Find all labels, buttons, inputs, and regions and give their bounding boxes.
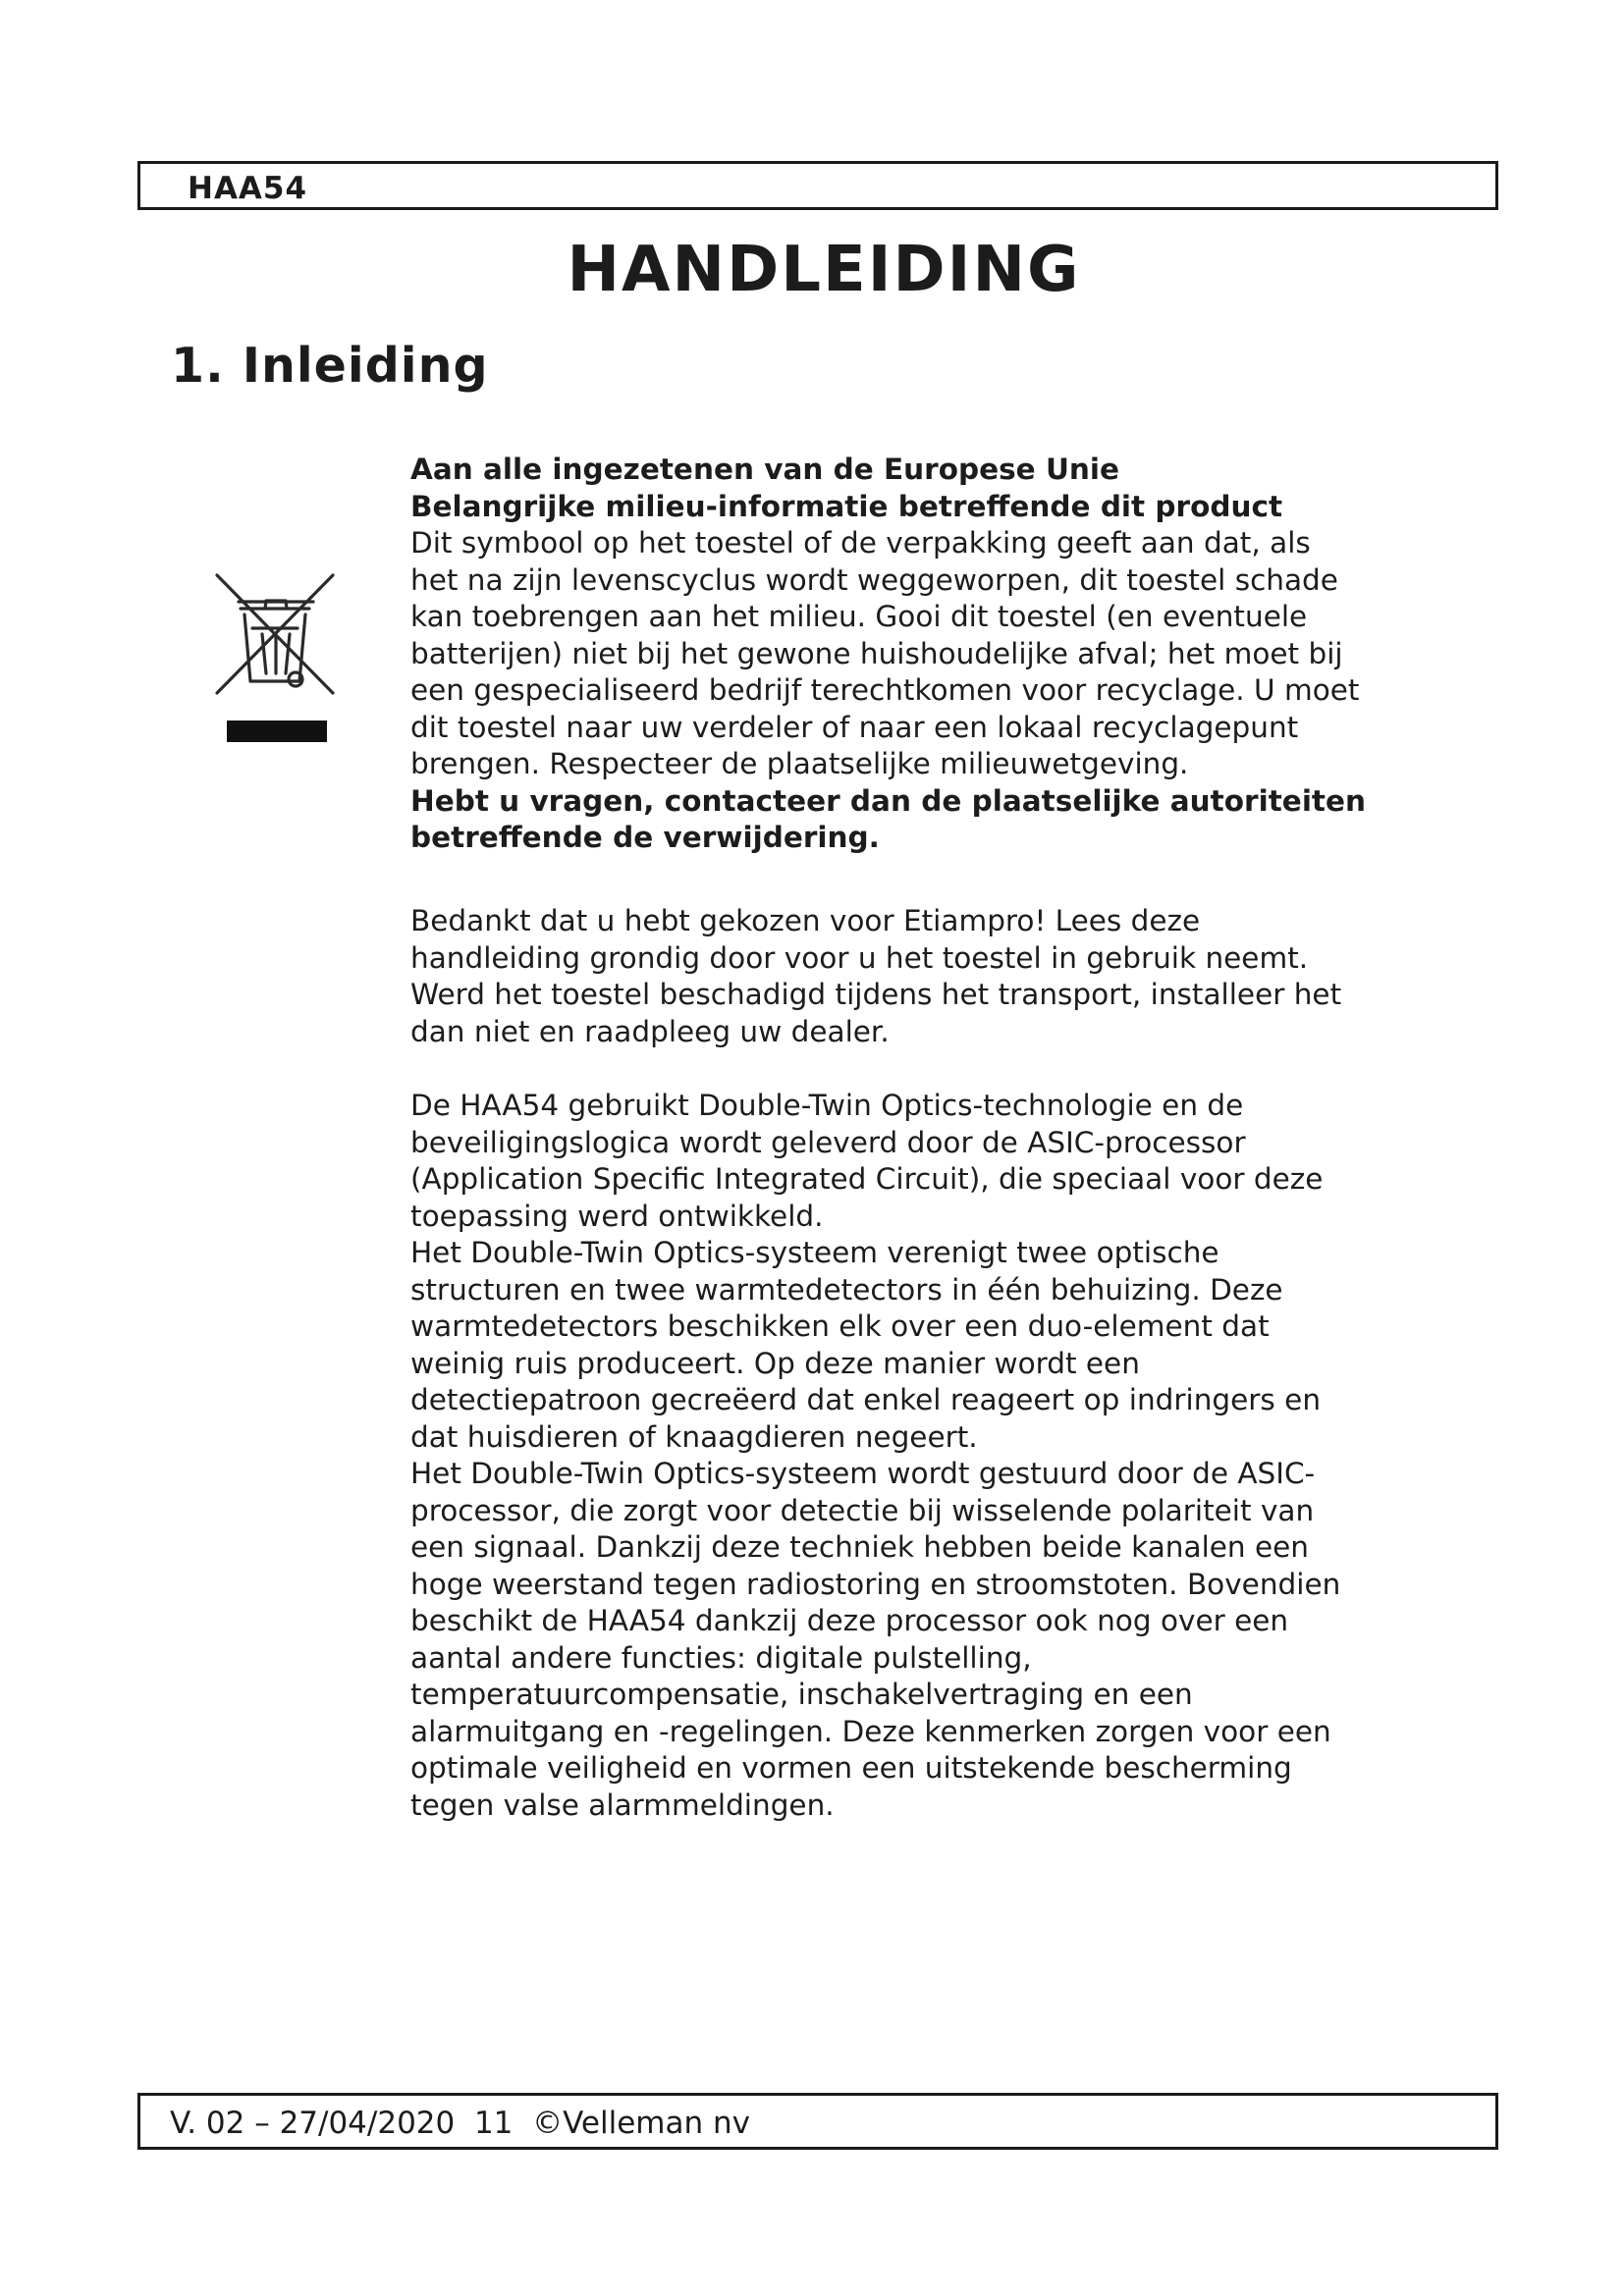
document-title: HANDLEIDING xyxy=(567,234,1081,306)
tech-line: een signaal. Dankzij deze techniek hebben beide kanalen een xyxy=(410,1530,1309,1564)
tech-line: Het Double-Twin Optics-systeem wordt gestuurd door de ASIC- xyxy=(410,1457,1316,1490)
tech-line: aantal andere functies: digitale pulstelling, xyxy=(410,1640,1032,1675)
tech-line: beveiligingslogica wordt geleverd door de ASIC-processor xyxy=(410,1125,1246,1159)
thanks-line: Werd het toestel beschadigd tijdens het transport, installeer het xyxy=(410,978,1342,1011)
section-heading: 1. Inleiding xyxy=(171,338,489,394)
weee-line: het na zijn levenscyclus wordt weggeworpen, dit toestel schade xyxy=(410,562,1338,597)
weee-line: een gespecialiseerd bedrijf terechtkomen voor recyclage. U moet xyxy=(410,673,1360,707)
header-model: HAA54 xyxy=(188,171,308,206)
weee-line: Belangrijke milieu-informatie betreffende dit product xyxy=(410,489,1283,523)
tech-line: alarmuitgang en -regelingen. Deze kenmerken zorgen voor een xyxy=(410,1714,1331,1748)
tech-line: structuren en twee warmtedetectors in één behuizing. Deze xyxy=(410,1272,1283,1307)
thanks-line: dan niet en raadpleeg uw dealer. xyxy=(410,1014,890,1048)
thanks-paragraph xyxy=(410,903,1451,1050)
tech-line: hoge weerstand tegen radiostoring en stroomstoten. Bovendien xyxy=(410,1567,1341,1601)
weee-line: Aan alle ingezetenen van de Europese Unie xyxy=(410,453,1120,486)
weee-notice xyxy=(410,452,1451,857)
weee-line: betreffende de verwijdering. xyxy=(410,821,880,854)
tech-line: weinig ruis produceert. Op deze manier wordt een xyxy=(410,1346,1140,1380)
weee-line: Dit symbool op het toestel of de verpakking geeft aan dat, als xyxy=(410,526,1311,560)
weee-line: dit toestel naar uw verdeler of naar een lokaal recyclagepunt xyxy=(410,710,1299,744)
tech-line: Het Double-Twin Optics-systeem verenigt twee optische xyxy=(410,1236,1219,1269)
weee-line: Hebt u vragen, contacteer dan de plaatselijke autoriteiten xyxy=(410,783,1367,818)
tech-line: processor, die zorgt voor detectie bij wisselende polariteit van xyxy=(410,1493,1315,1527)
page-header xyxy=(137,161,1498,210)
tech-line: dat huisdieren of knaagdieren negeert. xyxy=(410,1419,978,1454)
tech-line: temperatuurcompensatie, inschakelvertraging en een xyxy=(410,1678,1193,1711)
tech-line: warmtedetectors beschikken elk over een duo-element dat xyxy=(410,1309,1270,1343)
technology-paragraph xyxy=(410,1088,1451,1824)
tech-line: detectiepatroon gecreëerd dat enkel reageert op indringers en xyxy=(410,1383,1322,1416)
tech-line: (Application Specific Integrated Circuit), die speciaal voor deze xyxy=(410,1162,1324,1196)
crossed-out-wheelie-bin-icon xyxy=(211,569,339,751)
tech-line: De HAA54 gebruikt Double-Twin Optics-technologie en de xyxy=(410,1089,1244,1122)
tech-line: beschikt de HAA54 dankzij deze processor ook nog over een xyxy=(410,1604,1289,1637)
tech-line: toepassing werd ontwikkeld. xyxy=(410,1199,824,1233)
thanks-line: handleiding grondig door voor u het toestel in gebruik neemt. xyxy=(410,940,1309,975)
weee-line: brengen. Respecteer de plaatselijke milieuwetgeving. xyxy=(410,747,1189,780)
weee-line: kan toebrengen aan het milieu. Gooi dit toestel (en eventuele xyxy=(410,600,1308,633)
thanks-line: Bedankt dat u hebt gekozen voor Etiampro! Lees deze xyxy=(410,904,1201,937)
tech-line: optimale veiligheid en vormen een uitstekende bescherming xyxy=(410,1751,1292,1785)
page-footer xyxy=(137,2093,1498,2150)
tech-line: tegen valse alarmmeldingen. xyxy=(410,1788,835,1822)
weee-line: batterijen) niet bij het gewone huishoudelijke afval; het moet bij xyxy=(410,636,1343,670)
footer-version-text: V. 02 – 27/04/2020 11 ©Velleman nv xyxy=(170,2106,750,2141)
